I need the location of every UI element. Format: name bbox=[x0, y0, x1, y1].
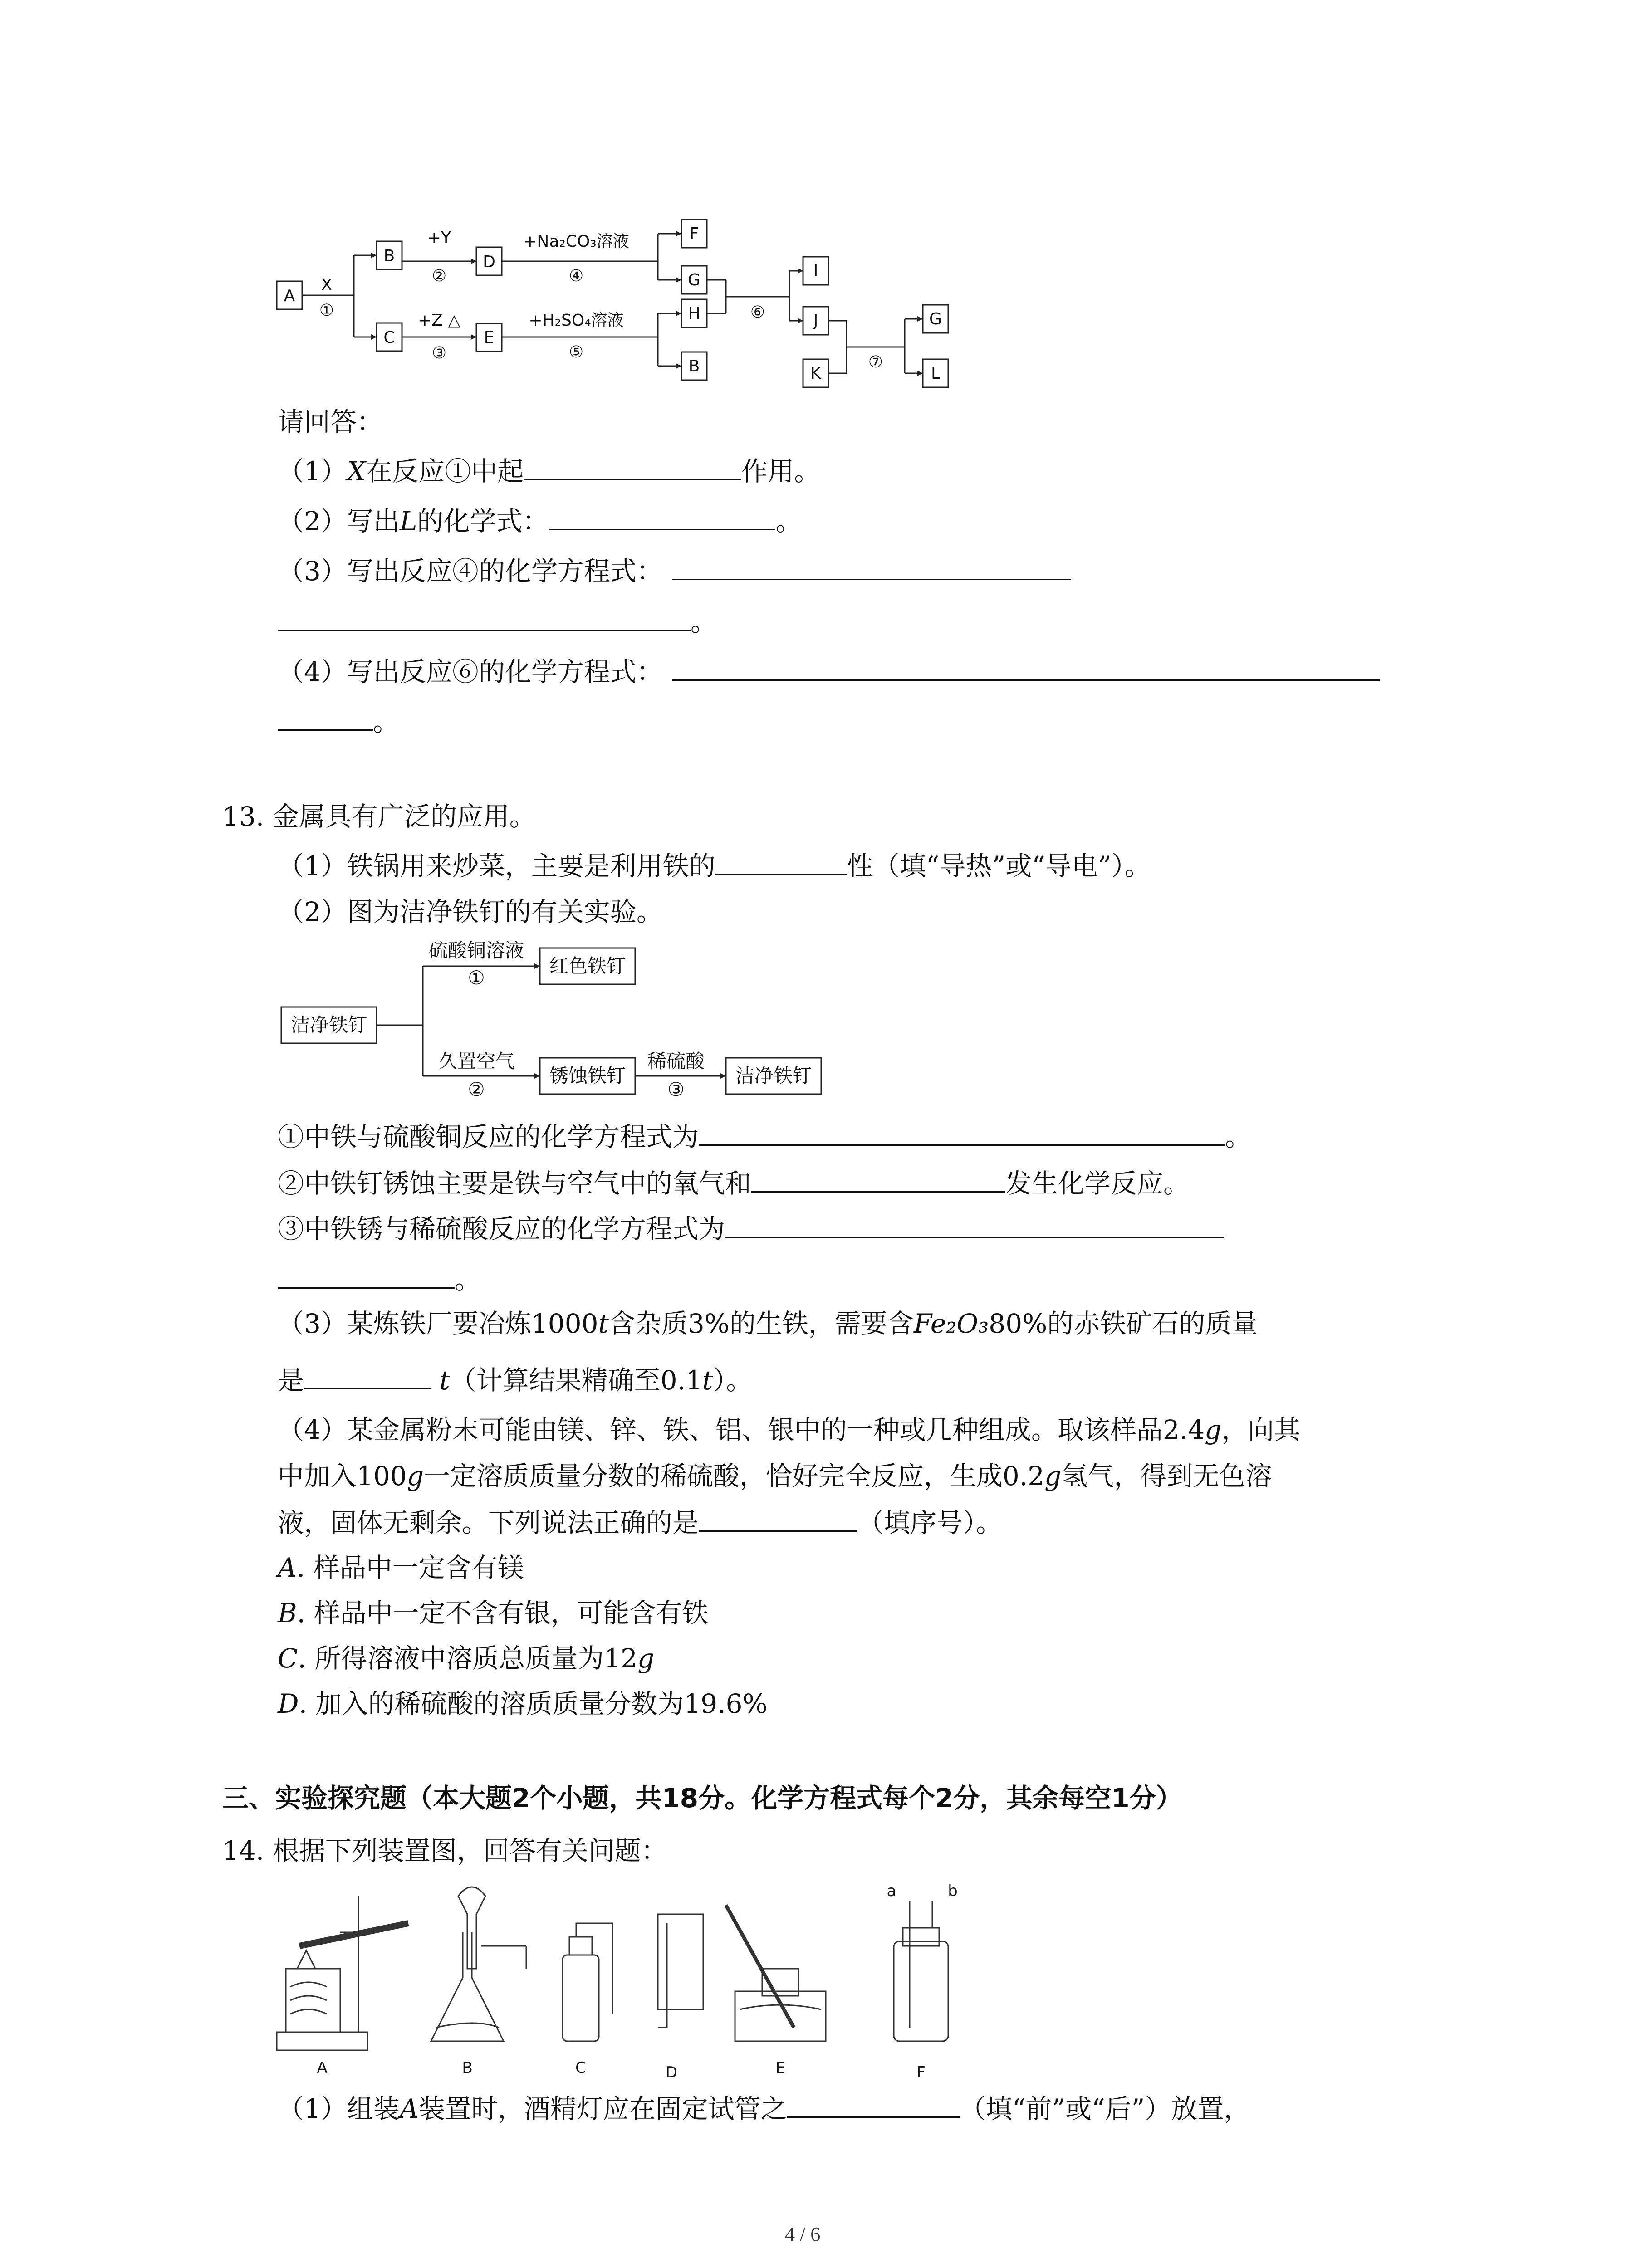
lab-apparatus-figure bbox=[272, 1878, 1007, 2087]
answer-blank[interactable] bbox=[672, 653, 1380, 681]
node-j: J bbox=[813, 312, 818, 330]
answer-blank[interactable] bbox=[787, 2090, 960, 2118]
q12-part3-cont: 。 bbox=[278, 603, 717, 640]
node-f: F bbox=[689, 225, 699, 243]
box-clean-nail-2: 洁净铁钉 bbox=[735, 1065, 812, 1087]
answer-blank[interactable] bbox=[549, 503, 775, 530]
q13-sub3: ③中铁锈与稀硫酸反应的化学方程式为 bbox=[278, 1210, 1224, 1247]
node-i: I bbox=[813, 262, 818, 280]
label-dilute-acid: 稀硫酸 bbox=[647, 1050, 705, 1072]
option-a: A. 样品中一定含有镁 bbox=[278, 1552, 524, 1583]
node-b2: B bbox=[688, 357, 700, 376]
answer-blank[interactable] bbox=[304, 1362, 431, 1389]
port-b: b bbox=[948, 1882, 958, 1900]
option-c: C. 所得溶液中溶质总质量为12g bbox=[278, 1643, 655, 1674]
q13-part3: （3）某炼铁厂要冶炼1000t含杂质3%的生铁，需要含Fe₂O₃80%的赤铁矿石的质量 bbox=[278, 1308, 1258, 1339]
q12-part3: （3）写出反应④的化学方程式： bbox=[278, 552, 1071, 589]
label-step3: ③ bbox=[667, 1078, 685, 1100]
q13-sub3-cont: 。 bbox=[278, 1261, 481, 1298]
answer-blank[interactable] bbox=[278, 703, 373, 731]
q14-title: 14. 根据下列装置图，回答有关问题： bbox=[222, 1835, 667, 1866]
label-a: A bbox=[317, 2059, 328, 2077]
q12-prompt: 请回答： bbox=[278, 406, 383, 437]
label-r3: ③ bbox=[431, 344, 447, 362]
label-r2: ② bbox=[431, 267, 447, 285]
label-e: E bbox=[775, 2059, 785, 2077]
label-step1: ① bbox=[468, 967, 485, 989]
q14-part1: （1）组装A装置时，酒精灯应在固定试管之 （填“前”或“后”）放置， bbox=[278, 2090, 1250, 2127]
node-h: H bbox=[688, 304, 700, 323]
answer-blank[interactable] bbox=[715, 847, 847, 875]
answer-blank[interactable] bbox=[524, 453, 741, 480]
label-y: +Y bbox=[427, 229, 451, 247]
node-d: D bbox=[483, 253, 495, 271]
answer-blank[interactable] bbox=[672, 552, 1071, 580]
answer-blank[interactable] bbox=[278, 1261, 455, 1289]
q13-part3-cont: 是 t（计算结果精确至0.1t）。 bbox=[278, 1362, 752, 1398]
label-step2: ② bbox=[468, 1078, 485, 1100]
label-f: F bbox=[916, 2063, 926, 2082]
q12-part4-cont: 。 bbox=[278, 703, 399, 740]
q13-part4-line3: 液，固体无剩余。下列说法正确的是 （填序号）。 bbox=[278, 1504, 1002, 1541]
q13-sub1: ①中铁与硫酸铜反应的化学方程式为 。 bbox=[278, 1118, 1251, 1155]
iron-nail-flow-diagram bbox=[277, 939, 830, 1111]
node-l: L bbox=[931, 364, 941, 383]
node-g: G bbox=[688, 271, 700, 289]
answer-blank[interactable] bbox=[278, 603, 691, 631]
label-r5: ⑤ bbox=[568, 343, 584, 362]
port-a: a bbox=[887, 1882, 896, 1900]
apparatus-a-base bbox=[277, 2032, 367, 2050]
node-e: E bbox=[484, 328, 495, 347]
box-rusted-nail: 锈蚀铁钉 bbox=[549, 1065, 626, 1087]
answer-blank[interactable] bbox=[751, 1165, 1005, 1193]
label-r7: ⑦ bbox=[868, 353, 883, 371]
answer-blank[interactable] bbox=[699, 1118, 1225, 1146]
q13-part4-line1: （4）某金属粉末可能由镁、锌、铁、铝、银中的一种或几种组成。取该样品2.4g，向其 bbox=[278, 1414, 1301, 1445]
q13-part2: （2）图为洁净铁钉的有关实验。 bbox=[278, 896, 663, 927]
label-d: D bbox=[665, 2063, 678, 2082]
node-g2: G bbox=[929, 310, 942, 328]
reaction-flow-diagram bbox=[268, 213, 975, 404]
label-air: 久置空气 bbox=[438, 1050, 515, 1072]
label-b: B bbox=[462, 2059, 473, 2077]
q12-part4: （4）写出反应⑥的化学方程式： bbox=[278, 653, 1380, 690]
q13-part1: （1）铁锅用来炒菜，主要是利用铁的 性（填“导热”或“导电”）。 bbox=[278, 847, 1151, 884]
label-z: +Z △ bbox=[418, 311, 460, 330]
box-red-nail: 红色铁钉 bbox=[549, 955, 626, 977]
box-clean-nail: 洁净铁钉 bbox=[290, 1014, 367, 1036]
label-r4: ④ bbox=[568, 267, 584, 285]
q13-title: 13. 金属具有广泛的应用。 bbox=[222, 801, 536, 832]
label-h2so4: +H₂SO₄溶液 bbox=[529, 311, 624, 330]
label-c: C bbox=[575, 2059, 586, 2077]
node-k: K bbox=[810, 364, 821, 383]
q13-part4-line2: 中加入100g一定溶质质量分数的稀硫酸，恰好完全反应，生成0.2g氢气，得到无色溶 bbox=[278, 1461, 1272, 1491]
answer-blank[interactable] bbox=[725, 1210, 1224, 1238]
option-d: D. 加入的稀硫酸的溶质质量分数为19.6% bbox=[278, 1688, 768, 1719]
label-cuso4: 硫酸铜溶液 bbox=[428, 939, 524, 962]
q12-part1: （1）X在反应①中起 作用。 bbox=[278, 453, 820, 489]
node-b: B bbox=[383, 247, 395, 265]
section-heading: 三、实验探究题（本大题2个小题，共18分。化学方程式每个2分，其余每空1分） bbox=[222, 1783, 1182, 1813]
q13-sub2: ②中铁钉锈蚀主要是铁与空气中的氧气和 发生化学反应。 bbox=[278, 1165, 1190, 1202]
option-b: B. 样品中一定不含有银，可能含有铁 bbox=[278, 1598, 709, 1628]
answer-blank[interactable] bbox=[699, 1504, 857, 1532]
label-na2co3: +Na₂CO₃溶液 bbox=[523, 232, 629, 251]
label-x: X bbox=[321, 276, 333, 294]
node-c: C bbox=[383, 328, 395, 347]
node-a: A bbox=[284, 287, 295, 305]
page-number: 4 / 6 bbox=[785, 2223, 821, 2245]
q12-part2: （2）写出L的化学式： 。 bbox=[278, 503, 802, 539]
label-r1: ① bbox=[319, 301, 334, 320]
label-r6: ⑥ bbox=[750, 303, 765, 322]
